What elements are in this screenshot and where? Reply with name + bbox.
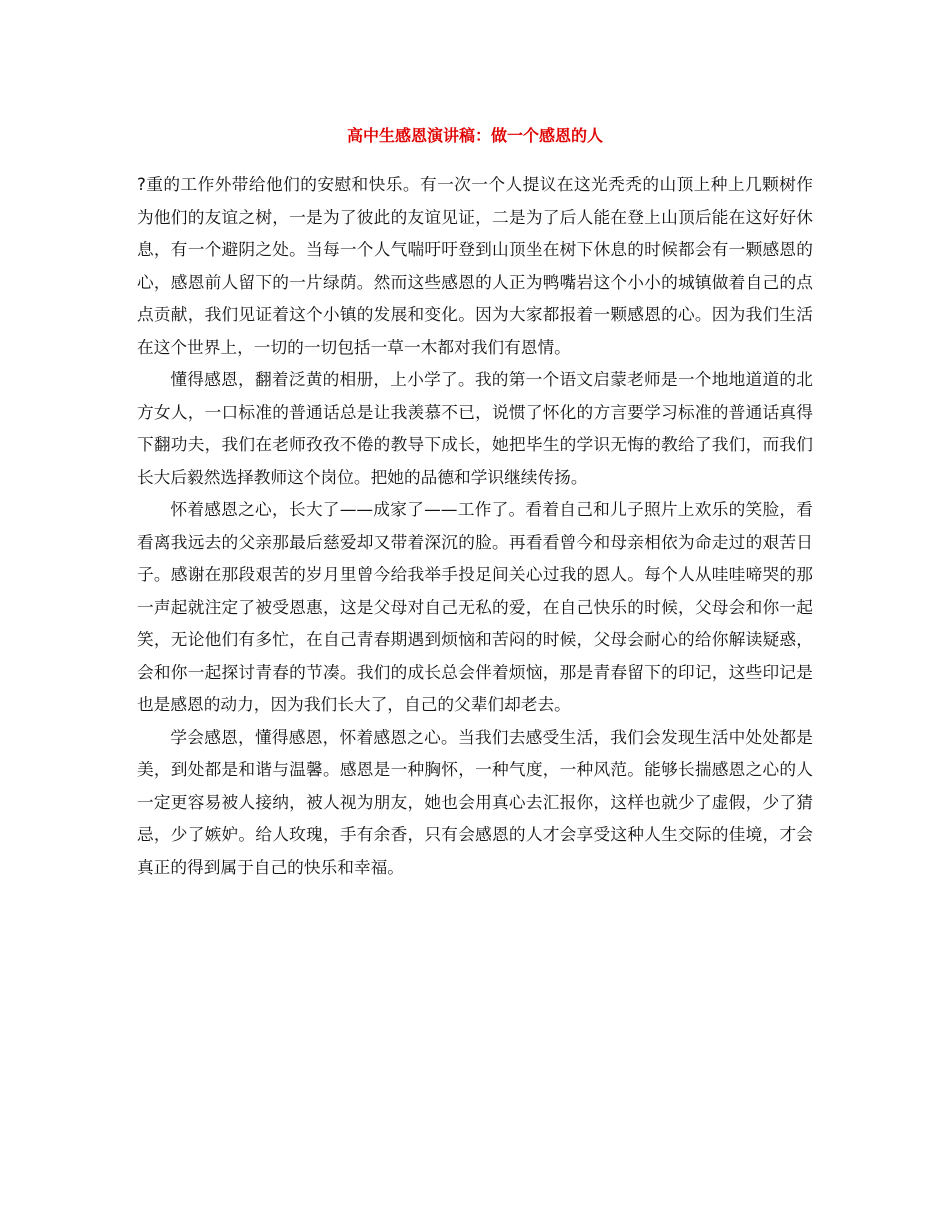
paragraph-1: ?重的工作外带给他们的安慰和快乐。有一次一个人提议在这光秃秃的山顶上种上几颗树作为他们的友谊之树，一是为了彼此的友谊见证，二是为了后人能在登上山顶后能在这好好休息，有一个避阴之处。当每一个人气喘吁吁登到山顶坐在树下休息的时候都会有一颗感恩的心，感恩前人留下的一片绿荫。然而这些感恩的人正为鸭嘴岩这个小小的城镇做着自己的点点贡献，我们见证着这个小镇的发展和变化。因为大家都报着一颗感恩的心。因为我们生活在这个世界上，一切的一切包括一草一木都对我们有恩情。 — [137, 174, 813, 357]
document-title: 高中生感恩演讲稿：做一个感恩的人 — [346, 126, 603, 145]
paragraph-4: 学会感恩，懂得感恩，怀着感恩之心。当我们去感受生活，我们会发现生活中处处都是美，到处都是和谐与温馨。感恩是一种胸怀，一种气度，一种风范。能够长揣感恩之心的人一定更容易被人接纳，被人视为朋友，她也会用真心去汇报你，这样也就少了虚假，少了猜忌，少了嫉妒。给人玫瑰，手有余香，只有会感恩的人才会享受这种人生交际的佳境，才会真正的得到属于自己的快乐和幸福。 — [137, 726, 813, 877]
paragraph-3: 怀着感恩之心，长大了——成家了——工作了。看着自己和儿子照片上欢乐的笑脸，看看离我远去的父亲那最后慈爱却又带着深沉的脸。再看看曾今和母亲相依为命走过的艰苦日子。感谢在那段艰苦的岁月里曾今给我举手投足间关心过我的恩人。每个人从哇哇啼哭的那一声起就注定了被受恩惠，这是父母对自己无私的爱，在自己快乐的时候，父母会和你一起笑，无论他们有多忙，在自己青春期遇到烦恼和苦闷的时候，父母会耐心的给你解读疑惑，会和你一起探讨青春的节凑。我们的成长总会伴着烦恼，那是青春留下的印记，这些印记是也是感恩的动力，因为我们长大了，自己的父辈们却老去。 — [137, 499, 813, 714]
document-body — [137, 168, 813, 883]
paragraph-2: 懂得感恩，翻着泛黄的相册，上小学了。我的第一个语文启蒙老师是一个地地道道的北方女人，一口标准的普通话总是让我羡慕不已，说惯了怀化的方言要学习标准的普通话真得下翻功夫，我们在老师孜孜不倦的教导下成长，她把毕生的学识无悔的教给了我们，而我们长大后毅然选择教师这个岗位。把她的品德和学识继续传扬。 — [137, 369, 813, 487]
